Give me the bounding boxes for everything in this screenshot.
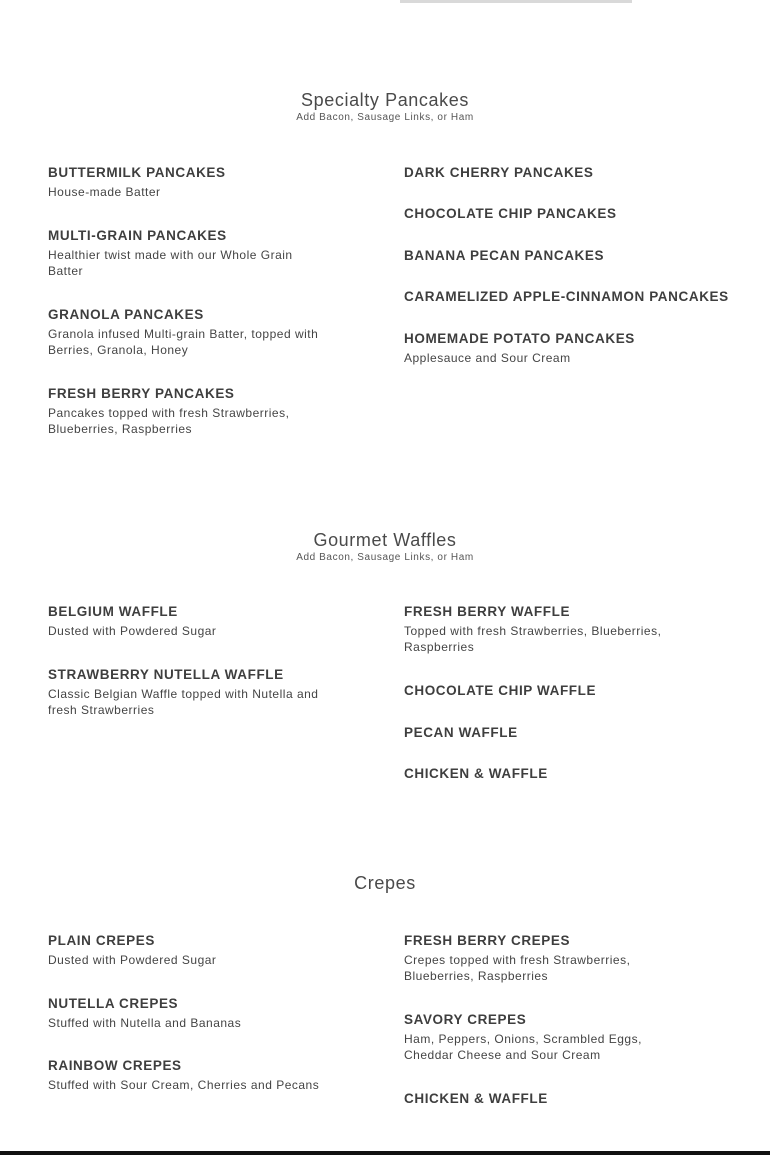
item-description: Topped with fresh Strawberries, Blueberries, Raspberries [404,624,662,654]
item-name: BUTTERMILK PANCAKES [48,165,226,180]
section-title: Gourmet Waffles [313,530,457,550]
section-title: Crepes [354,873,416,893]
item-description: Pancakes topped with fresh Strawberries, Blueberries, Raspberries [48,406,290,436]
menu-item [404,288,729,306]
menu-item [404,765,548,783]
item-name: PECAN WAFFLE [404,725,518,740]
menu-item [48,995,328,1031]
item-name: BELGIUM WAFFLE [48,604,178,619]
item-name: FRESH BERRY WAFFLE [404,604,571,619]
menu-item [404,724,518,742]
menu-item [404,247,604,265]
item-name: GRANOLA PANCAKES [48,307,204,322]
menu-item [48,227,328,279]
item-description: Stuffed with Sour Cream, Cherries and Pecans [48,1078,320,1092]
section-specialty-pancakes [0,89,770,125]
item-description: Ham, Peppers, Onions, Scrambled Eggs, Cheddar Cheese and Sour Cream [404,1032,642,1062]
menu-item [404,1090,548,1108]
item-name: MULTI-GRAIN PANCAKES [48,228,227,243]
menu-item [48,306,328,358]
section-title: Specialty Pancakes [301,90,469,110]
cropped-previous-content [400,0,632,3]
footer-divider [0,1151,770,1155]
item-name: CHICKEN & WAFFLE [404,766,548,781]
item-description: House-made Batter [48,185,161,199]
item-description: Granola infused Multi-grain Batter, topped with Berries, Granola, Honey [48,327,319,357]
menu-item [48,666,328,718]
section-subtitle: Add Bacon, Sausage Links, or Ham [296,112,474,123]
item-name: SAVORY CREPES [404,1012,527,1027]
menu-item [48,164,328,200]
item-name: STRAWBERRY NUTELLA WAFFLE [48,667,284,682]
item-description: Applesauce and Sour Cream [404,351,571,365]
menu-item [48,603,328,639]
section-crepes [0,872,770,894]
section-gourmet-waffles [0,529,770,565]
item-description: Crepes topped with fresh Strawberries, Blueberries, Raspberries [404,953,631,983]
menu-item [48,385,328,437]
menu-item [404,603,684,655]
item-name: HOMEMADE POTATO PANCAKES [404,331,635,346]
item-name: PLAIN CREPES [48,933,155,948]
item-description: Dusted with Powdered Sugar [48,624,217,638]
item-name: CHOCOLATE CHIP PANCAKES [404,206,617,221]
menu-item [404,164,594,182]
menu-item [404,932,684,984]
item-name: RAINBOW CREPES [48,1058,182,1073]
menu-item [48,1057,328,1093]
item-name: FRESH BERRY CREPES [404,933,571,948]
item-name: NUTELLA CREPES [48,996,179,1011]
item-description: Stuffed with Nutella and Bananas [48,1016,242,1030]
item-description: Healthier twist made with our Whole Grain Batter [48,248,293,278]
item-description: Dusted with Powdered Sugar [48,953,217,967]
item-name: CHICKEN & WAFFLE [404,1091,548,1106]
item-description: Classic Belgian Waffle topped with Nutella and fresh Strawberries [48,687,319,717]
menu-item [48,932,328,968]
section-subtitle: Add Bacon, Sausage Links, or Ham [296,552,474,563]
menu-item [404,205,617,223]
menu-item [404,1011,684,1063]
item-name: CARAMELIZED APPLE-CINNAMON PANCAKES [404,289,729,304]
menu-item [404,682,596,700]
item-name: CHOCOLATE CHIP WAFFLE [404,683,597,698]
menu-item [404,330,684,366]
item-name: BANANA PECAN PANCAKES [404,248,605,263]
item-name: DARK CHERRY PANCAKES [404,165,594,180]
item-name: FRESH BERRY PANCAKES [48,386,235,401]
